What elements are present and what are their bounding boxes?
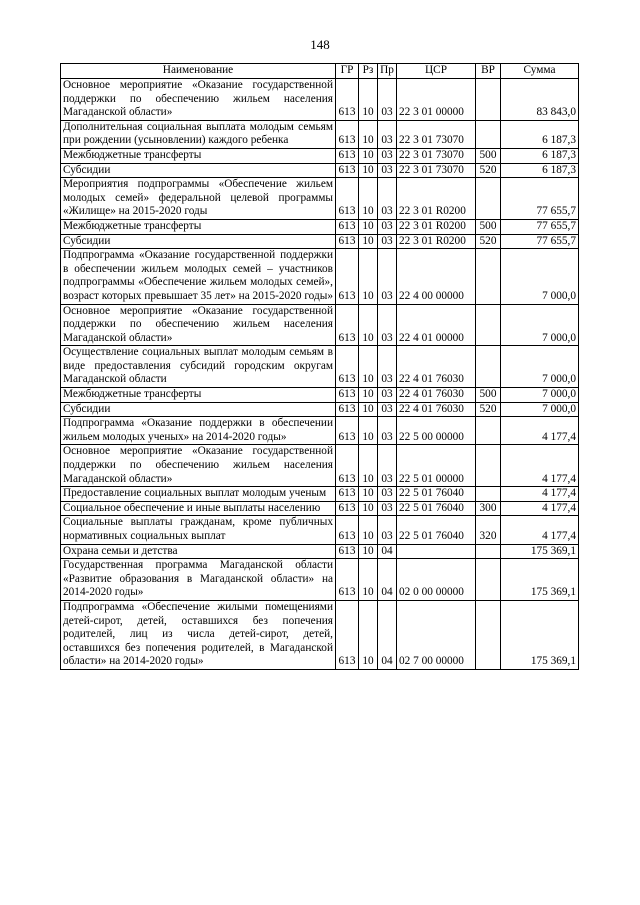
header-gr: ГР — [336, 64, 359, 79]
cell-name: Предоставление социальных выплат молодым ученым — [61, 487, 336, 502]
cell-vr: 520 — [476, 402, 501, 417]
cell-rz: 10 — [359, 234, 378, 249]
cell-csr: 22 4 01 00000 — [397, 304, 476, 346]
cell-pr: 03 — [378, 249, 397, 304]
cell-vr — [476, 417, 501, 445]
cell-gr: 613 — [336, 148, 359, 163]
cell-vr — [476, 346, 501, 388]
cell-gr: 613 — [336, 501, 359, 516]
cell-gr: 613 — [336, 516, 359, 544]
cell-pr: 03 — [378, 234, 397, 249]
cell-pr: 03 — [378, 120, 397, 148]
cell-vr — [476, 445, 501, 487]
cell-sum: 7 000,0 — [501, 346, 579, 388]
cell-csr: 22 5 01 76040 — [397, 516, 476, 544]
cell-csr: 22 5 01 76040 — [397, 501, 476, 516]
cell-pr: 03 — [378, 148, 397, 163]
cell-pr: 04 — [378, 600, 397, 669]
cell-sum: 7 000,0 — [501, 402, 579, 417]
cell-csr: 22 5 01 76040 — [397, 487, 476, 502]
cell-rz: 10 — [359, 304, 378, 346]
cell-vr: 300 — [476, 501, 501, 516]
cell-sum: 4 177,4 — [501, 417, 579, 445]
cell-csr: 22 4 01 76030 — [397, 346, 476, 388]
cell-gr: 613 — [336, 163, 359, 178]
cell-vr: 500 — [476, 219, 501, 234]
table-row — [61, 402, 579, 417]
cell-rz: 10 — [359, 346, 378, 388]
cell-rz: 10 — [359, 445, 378, 487]
cell-gr: 613 — [336, 445, 359, 487]
header-csr: ЦСР — [397, 64, 476, 79]
table-row — [61, 163, 579, 178]
cell-vr: 500 — [476, 148, 501, 163]
cell-sum: 175 369,1 — [501, 544, 579, 559]
cell-pr: 03 — [378, 445, 397, 487]
cell-csr: 22 3 01 00000 — [397, 79, 476, 121]
cell-sum: 4 177,4 — [501, 487, 579, 502]
cell-name: Основное мероприятие «Оказание государственной поддержки по обеспечению жильем населения Магаданской области» — [61, 79, 336, 121]
table-row — [61, 388, 579, 403]
cell-name: Субсидии — [61, 402, 336, 417]
cell-csr: 22 3 01 73070 — [397, 163, 476, 178]
cell-gr: 613 — [336, 120, 359, 148]
cell-name: Подпрограмма «Обеспечение жилыми помещениями детей-сирот, детей, оставшихся без попечения родителей, лиц из числа детей-сирот, детей, оставшихся без попечения родителей, в Магаданской области» на 2014-2020 годы» — [61, 600, 336, 669]
cell-gr: 613 — [336, 487, 359, 502]
cell-gr: 613 — [336, 544, 359, 559]
cell-vr: 520 — [476, 163, 501, 178]
table-row — [61, 445, 579, 487]
cell-csr: 22 3 01 73070 — [397, 148, 476, 163]
cell-rz: 10 — [359, 249, 378, 304]
cell-sum: 77 655,7 — [501, 178, 579, 220]
header-rz: Рз — [359, 64, 378, 79]
cell-sum: 6 187,3 — [501, 163, 579, 178]
cell-rz: 10 — [359, 501, 378, 516]
cell-gr: 613 — [336, 402, 359, 417]
cell-pr: 04 — [378, 544, 397, 559]
cell-sum: 7 000,0 — [501, 304, 579, 346]
cell-gr: 613 — [336, 304, 359, 346]
cell-rz: 10 — [359, 79, 378, 121]
cell-rz: 10 — [359, 219, 378, 234]
cell-pr: 03 — [378, 304, 397, 346]
cell-pr: 03 — [378, 487, 397, 502]
cell-rz: 10 — [359, 163, 378, 178]
cell-sum: 77 655,7 — [501, 219, 579, 234]
cell-sum: 175 369,1 — [501, 559, 579, 601]
cell-gr: 613 — [336, 388, 359, 403]
cell-name: Основное мероприятие «Оказание государственной поддержки по обеспечению жильем населения Магаданской области» — [61, 304, 336, 346]
cell-gr: 613 — [336, 559, 359, 601]
cell-rz: 10 — [359, 120, 378, 148]
cell-vr — [476, 120, 501, 148]
cell-vr — [476, 304, 501, 346]
cell-csr: 22 3 01 73070 — [397, 120, 476, 148]
table-row — [61, 249, 579, 304]
table-row — [61, 304, 579, 346]
cell-gr: 613 — [336, 219, 359, 234]
cell-name: Дополнительная социальная выплата молодым семьям при рождении (усыновлении) каждого ребенка — [61, 120, 336, 148]
cell-name: Субсидии — [61, 234, 336, 249]
cell-pr: 03 — [378, 178, 397, 220]
table-row — [61, 501, 579, 516]
cell-pr: 03 — [378, 219, 397, 234]
cell-rz: 10 — [359, 402, 378, 417]
cell-pr: 03 — [378, 163, 397, 178]
cell-csr: 22 5 00 00000 — [397, 417, 476, 445]
budget-table — [60, 63, 579, 670]
cell-name: Субсидии — [61, 163, 336, 178]
table-row — [61, 79, 579, 121]
cell-name: Социальные выплаты гражданам, кроме публичных нормативных социальных выплат — [61, 516, 336, 544]
cell-gr: 613 — [336, 79, 359, 121]
cell-vr — [476, 559, 501, 601]
table-row — [61, 544, 579, 559]
cell-name: Основное мероприятие «Оказание государственной поддержки по обеспечению жильем населения Магаданской области» — [61, 445, 336, 487]
cell-gr: 613 — [336, 178, 359, 220]
cell-vr — [476, 487, 501, 502]
table-body — [61, 79, 579, 670]
cell-rz: 10 — [359, 148, 378, 163]
cell-sum: 4 177,4 — [501, 516, 579, 544]
table-row — [61, 120, 579, 148]
cell-gr: 613 — [336, 234, 359, 249]
cell-gr: 613 — [336, 346, 359, 388]
cell-csr: 22 4 01 76030 — [397, 388, 476, 403]
cell-rz: 10 — [359, 388, 378, 403]
cell-sum: 175 369,1 — [501, 600, 579, 669]
cell-csr — [397, 544, 476, 559]
cell-gr: 613 — [336, 249, 359, 304]
cell-vr — [476, 178, 501, 220]
cell-name: Мероприятия подпрограммы «Обеспечение жильем молодых семей» федеральной целевой программы «Жилище» на 2015-2020 годы — [61, 178, 336, 220]
cell-pr: 03 — [378, 501, 397, 516]
cell-sum: 7 000,0 — [501, 249, 579, 304]
cell-pr: 03 — [378, 402, 397, 417]
cell-vr — [476, 79, 501, 121]
cell-pr: 03 — [378, 388, 397, 403]
header-pr: Пр — [378, 64, 397, 79]
cell-pr: 03 — [378, 79, 397, 121]
table-row — [61, 600, 579, 669]
header-sum: Сумма — [501, 64, 579, 79]
cell-csr: 22 4 00 00000 — [397, 249, 476, 304]
cell-sum: 4 177,4 — [501, 445, 579, 487]
cell-name: Государственная программа Магаданской области «Развитие образования в Магаданской области» на 2014-2020 годы» — [61, 559, 336, 601]
cell-vr — [476, 600, 501, 669]
cell-vr: 500 — [476, 388, 501, 403]
header-vr: ВР — [476, 64, 501, 79]
cell-vr — [476, 249, 501, 304]
cell-vr: 520 — [476, 234, 501, 249]
cell-rz: 10 — [359, 516, 378, 544]
cell-gr: 613 — [336, 417, 359, 445]
cell-sum: 7 000,0 — [501, 388, 579, 403]
cell-sum: 83 843,0 — [501, 79, 579, 121]
table-row — [61, 148, 579, 163]
cell-rz: 10 — [359, 487, 378, 502]
cell-name: Осуществление социальных выплат молодым семьям в виде предоставления субсидий городским округам Магаданской области — [61, 346, 336, 388]
cell-rz: 10 — [359, 417, 378, 445]
cell-rz: 10 — [359, 559, 378, 601]
header-name: Наименование — [61, 64, 336, 79]
table-header-row — [61, 64, 579, 79]
table-row — [61, 417, 579, 445]
table-row — [61, 234, 579, 249]
cell-rz: 10 — [359, 600, 378, 669]
cell-pr: 03 — [378, 516, 397, 544]
cell-csr: 22 3 01 R0200 — [397, 178, 476, 220]
cell-csr: 22 3 01 R0200 — [397, 219, 476, 234]
cell-sum: 4 177,4 — [501, 501, 579, 516]
cell-pr: 03 — [378, 346, 397, 388]
cell-sum: 6 187,3 — [501, 120, 579, 148]
cell-rz: 10 — [359, 544, 378, 559]
cell-csr: 02 0 00 00000 — [397, 559, 476, 601]
table-row — [61, 559, 579, 601]
cell-csr: 22 5 01 00000 — [397, 445, 476, 487]
cell-csr: 02 7 00 00000 — [397, 600, 476, 669]
cell-csr: 22 3 01 R0200 — [397, 234, 476, 249]
table-row — [61, 516, 579, 544]
cell-name: Межбюджетные трансферты — [61, 388, 336, 403]
cell-rz: 10 — [359, 178, 378, 220]
cell-pr: 03 — [378, 417, 397, 445]
cell-sum: 77 655,7 — [501, 234, 579, 249]
cell-name: Межбюджетные трансферты — [61, 219, 336, 234]
cell-gr: 613 — [336, 600, 359, 669]
cell-csr: 22 4 01 76030 — [397, 402, 476, 417]
cell-name: Подпрограмма «Оказание государственной поддержки в обеспечении жильем молодых семей – участников подпрограммы «Обеспечение жильем молодых семей», возраст которых превышает 35 лет» на 2015-2020 годы» — [61, 249, 336, 304]
table-row — [61, 219, 579, 234]
page-number: 148 — [310, 37, 330, 52]
cell-name: Межбюджетные трансферты — [61, 148, 336, 163]
cell-name: Социальное обеспечение и иные выплаты населению — [61, 501, 336, 516]
cell-vr — [476, 544, 501, 559]
table-row — [61, 178, 579, 220]
cell-vr: 320 — [476, 516, 501, 544]
cell-sum: 6 187,3 — [501, 148, 579, 163]
cell-name: Охрана семьи и детства — [61, 544, 336, 559]
cell-pr: 04 — [378, 559, 397, 601]
table-row — [61, 487, 579, 502]
table-row — [61, 346, 579, 388]
cell-name: Подпрограмма «Оказание поддержки в обеспечении жильем молодых ученых» на 2014-2020 годы» — [61, 417, 336, 445]
